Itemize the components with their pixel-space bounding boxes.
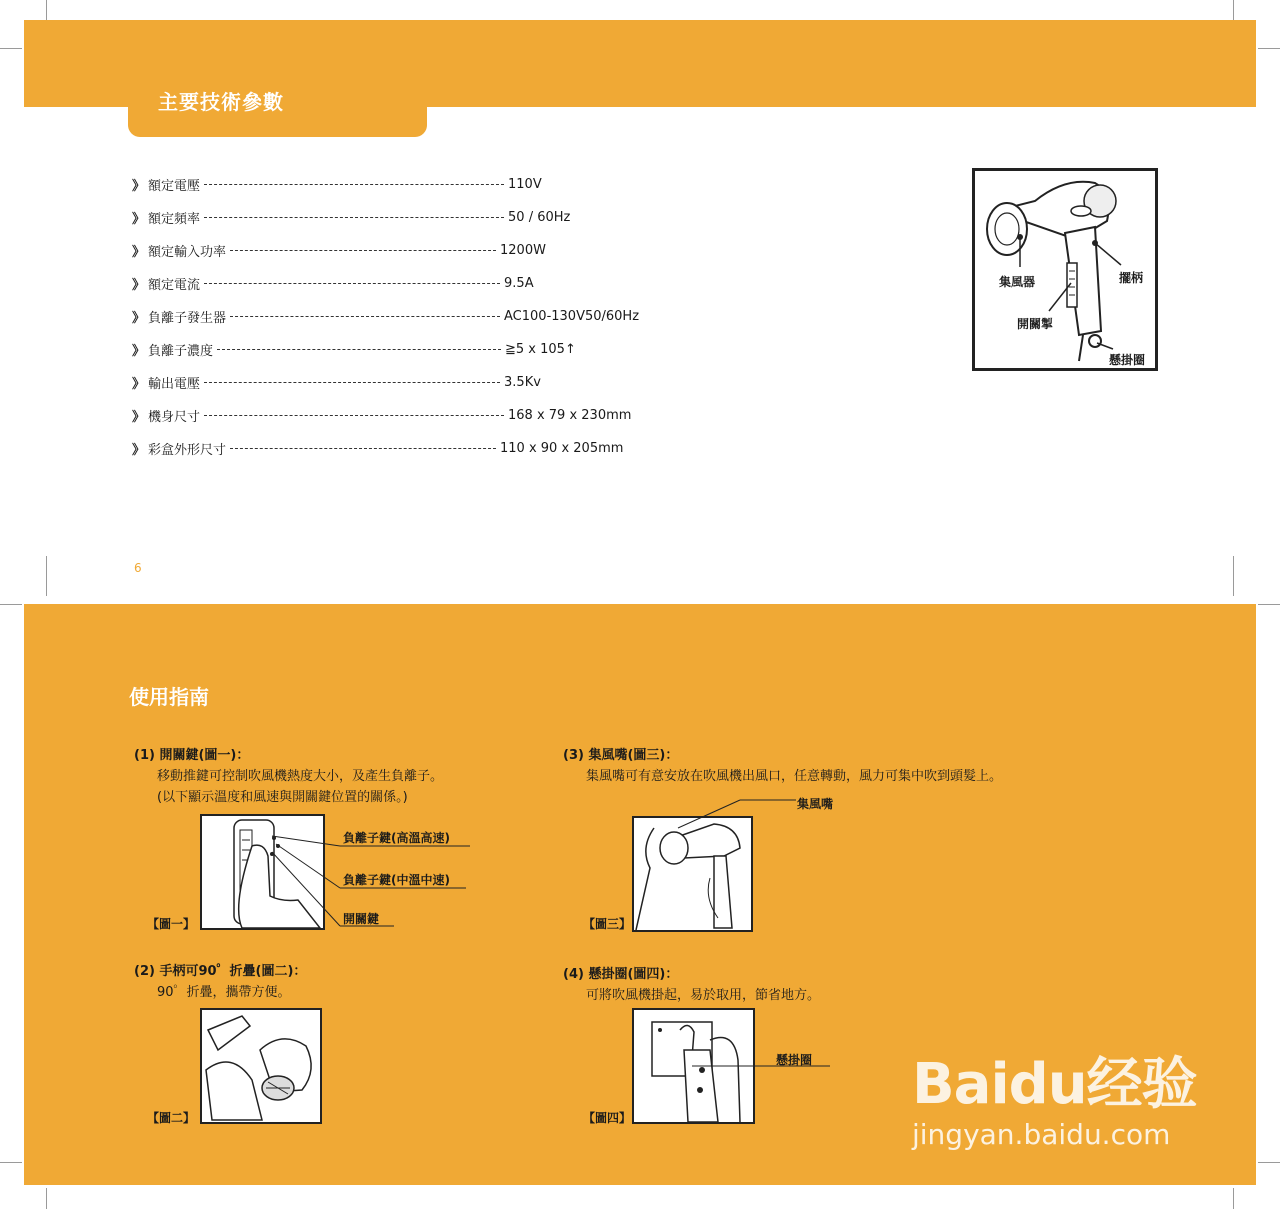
leader-line	[204, 283, 500, 284]
crop-mark	[1258, 604, 1280, 605]
spec-label: 額定電流	[148, 278, 201, 293]
arrow-icon: 》	[132, 443, 146, 458]
nozzle-label: 集風器	[999, 275, 1036, 289]
handle-label: 擺柄	[1119, 271, 1144, 285]
spec-row	[132, 399, 692, 432]
leader-line	[217, 349, 501, 350]
nozzle-illustration	[634, 818, 751, 930]
leader-line	[204, 184, 504, 185]
hair-dryer-figure	[972, 168, 1158, 371]
crop-mark	[46, 1188, 47, 1209]
section-1-title: (1) 開關鍵(圖一)：	[134, 748, 250, 763]
figure-4-label: 【圖四】	[583, 1111, 632, 1125]
crop-mark	[1233, 1188, 1234, 1209]
arrow-icon: 》	[132, 245, 146, 260]
arrow-icon: 》	[132, 278, 146, 293]
leader-line	[230, 250, 496, 251]
crop-mark	[1233, 0, 1234, 20]
spec-label: 額定頻率	[148, 212, 201, 227]
ion-medium-callout: 負離子鍵(中溫中速)	[343, 873, 450, 887]
figure-3-callout-line	[676, 794, 800, 834]
section-1-note: (以下顯示溫度和風速與開關鍵位置的關係。)	[157, 790, 408, 805]
figure-3-label: 【圖三】	[583, 917, 632, 931]
spec-label: 負離子發生器	[148, 311, 227, 326]
spec-label: 彩盒外形尺寸	[148, 443, 227, 458]
spec-row	[132, 366, 692, 399]
ion-high-callout: 負離子鍵(高溫高速)	[343, 831, 450, 845]
spec-row	[132, 201, 692, 234]
spec-label: 負離子濃度	[148, 344, 214, 359]
arrow-icon: 》	[132, 410, 146, 425]
figure-2	[200, 1008, 322, 1124]
section-1-text: 移動推鍵可控制吹風機熱度大小，及產生負離子。	[157, 769, 444, 784]
power-switch-callout: 開關鍵	[343, 912, 380, 926]
section-4-text: 可將吹風機掛起，易於取用，節省地方。	[586, 988, 821, 1003]
spec-row	[132, 267, 692, 300]
arrow-icon: 》	[132, 377, 146, 392]
spec-row	[132, 300, 692, 333]
hang-loop-callout: 懸掛圈	[776, 1053, 813, 1067]
leader-line	[204, 415, 504, 416]
spec-value: 168 x 79 x 230mm	[508, 408, 632, 423]
spec-value: 110V	[508, 177, 542, 192]
crop-mark	[1258, 48, 1280, 49]
hang-loop-label: 懸掛圈	[1109, 353, 1146, 367]
spec-value: AC100-130V50/60Hz	[504, 309, 640, 324]
section-2-title: (2) 手柄可90゜折疊(圖二)：	[134, 964, 307, 979]
arrow-icon: 》	[132, 344, 146, 359]
spec-value: 9.5A	[504, 276, 534, 291]
crop-mark	[46, 556, 47, 596]
leader-line	[230, 316, 500, 317]
section-3-text: 集風嘴可有意安放在吹風機出風口，任意轉動，風力可集中吹到頭髮上。	[586, 769, 1003, 784]
crop-mark	[1258, 1162, 1280, 1163]
crop-mark	[1233, 556, 1234, 596]
switch-label: 開關掣	[1017, 317, 1054, 331]
spec-row	[132, 333, 692, 366]
arrow-icon: 》	[132, 311, 146, 326]
crop-mark	[0, 48, 22, 49]
crop-mark	[46, 0, 47, 20]
spec-row	[132, 168, 692, 201]
spec-label: 機身尺寸	[148, 410, 201, 425]
leader-line	[204, 382, 500, 383]
spec-list	[132, 168, 692, 465]
spec-value: 50 / 60Hz	[508, 210, 571, 225]
figure-1-label: 【圖一】	[147, 917, 196, 931]
watermark-url: jingyan.baidu.com	[912, 1118, 1171, 1151]
spec-value: 1200W	[500, 243, 546, 258]
spec-label: 額定輸入功率	[148, 245, 227, 260]
crop-mark	[0, 1162, 22, 1163]
crop-mark	[0, 604, 22, 605]
watermark-logo: Baidu经验	[912, 1052, 1197, 1117]
leader-line	[230, 448, 496, 449]
page-title: 主要技術參數	[158, 90, 284, 114]
section-3-title: (3) 集風嘴(圖三)：	[563, 748, 679, 763]
spec-row	[132, 432, 692, 465]
figure-2-label: 【圖二】	[147, 1111, 196, 1125]
spec-value: 110 x 90 x 205mm	[500, 441, 624, 456]
folding-handle-illustration	[202, 1010, 320, 1122]
section-4-title: (4) 懸掛圈(圖四)：	[563, 967, 679, 982]
spec-value: ≧5 x 105↑	[505, 342, 576, 357]
arrow-icon: 》	[132, 212, 146, 227]
section-2-text: 90゜折疊，攜帶方便。	[157, 985, 291, 1000]
guide-title: 使用指南	[129, 685, 209, 709]
spec-label: 輸出電壓	[148, 377, 201, 392]
spec-row	[132, 234, 692, 267]
spec-value: 3.5Kv	[504, 375, 541, 390]
arrow-icon: 》	[132, 179, 146, 194]
page-number: 6	[134, 561, 142, 575]
leader-line	[204, 217, 504, 218]
spec-label: 額定電壓	[148, 179, 201, 194]
nozzle-callout: 集風嘴	[797, 797, 834, 811]
